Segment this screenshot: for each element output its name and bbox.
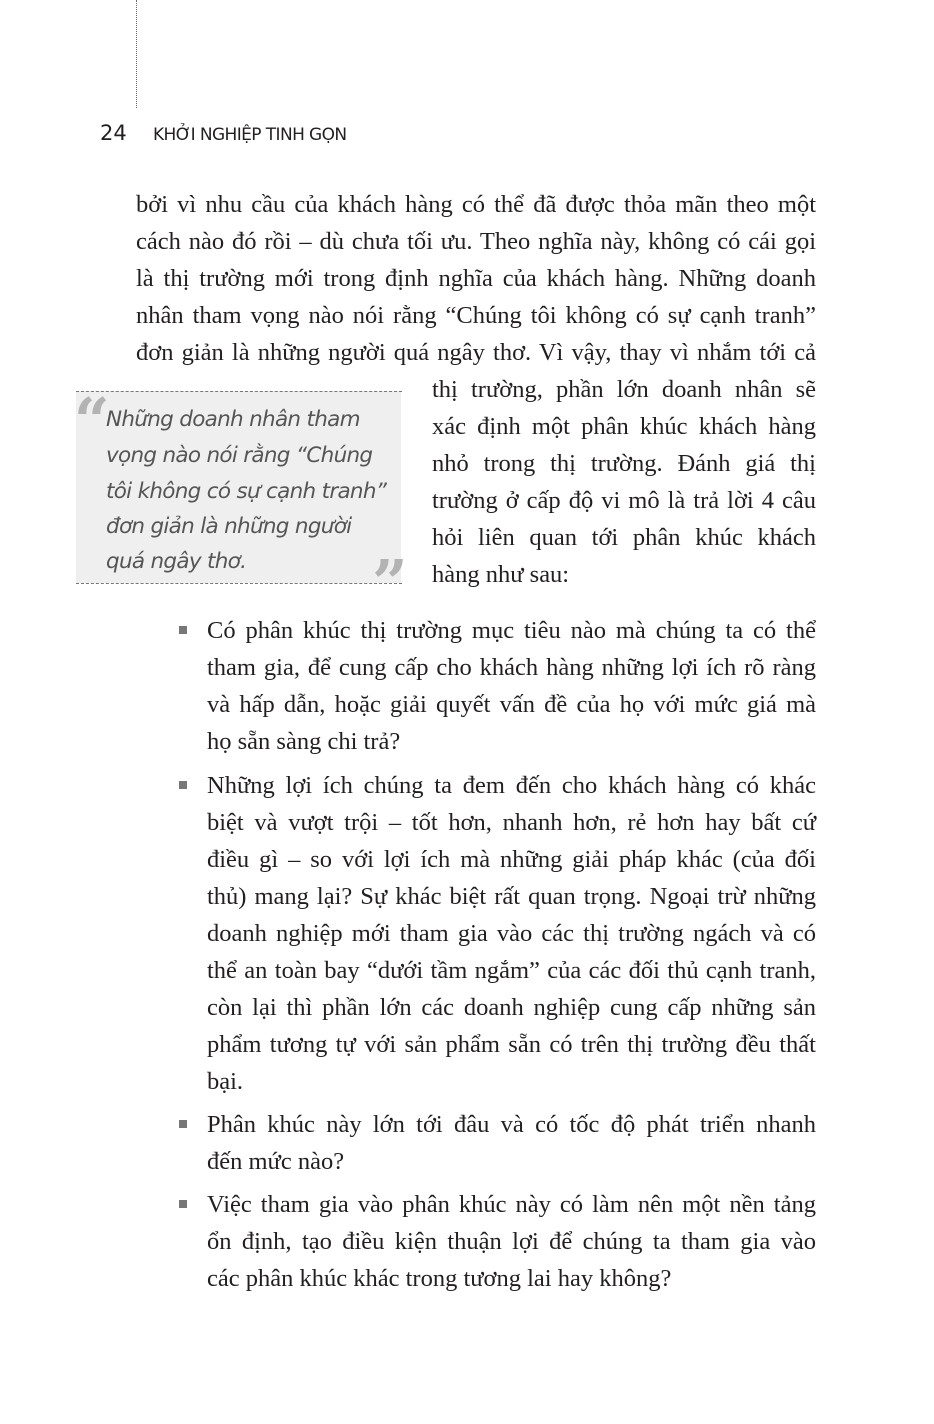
bullet-square-icon bbox=[179, 781, 187, 789]
body-line: hỏi liên quan tới phân khúc khách bbox=[432, 524, 816, 551]
bullet-line: Việc tham gia vào phân khúc này có làm nên một nền tảng bbox=[207, 1191, 816, 1218]
running-title: KHỞI NGHIỆP TINH GỌN bbox=[153, 125, 347, 145]
pull-quote-line: tôi không có sự cạnh tranh” bbox=[106, 479, 387, 504]
body-line: hàng như sau: bbox=[432, 561, 570, 588]
body-line: nhân tham vọng nào nói rằng “Chúng tôi không có sự cạnh tranh” bbox=[136, 302, 816, 329]
bullet-line: đến mức nào? bbox=[207, 1148, 345, 1175]
body-line: thị trường, phần lớn doanh nhân sẽ bbox=[432, 376, 816, 403]
body-line: bởi vì nhu cầu của khách hàng có thể đã được thỏa mãn theo một bbox=[136, 191, 816, 218]
bullet-square-icon bbox=[179, 1120, 187, 1128]
bullet-line: các phân khúc khác trong tương lai hay không? bbox=[207, 1265, 672, 1292]
bullet-line: điều gì – so với lợi ích mà những giải pháp khác (của đối bbox=[207, 846, 816, 873]
page-number: 24 bbox=[100, 121, 127, 145]
close-quote-icon: ” bbox=[372, 546, 408, 619]
bullet-square-icon bbox=[179, 1200, 187, 1208]
pull-quote-line: Những doanh nhân tham bbox=[106, 407, 360, 432]
body-line: nhỏ trong thị trường. Đánh giá thị bbox=[432, 450, 816, 477]
open-quote-icon: “ bbox=[74, 384, 110, 457]
bullet-line: phẩm tương tự với sản phẩm sẵn có trên thị trường đều thất bbox=[207, 1031, 816, 1058]
body-line: đơn giản là những người quá ngây thơ. Vì vậy, thay vì nhắm tới cả bbox=[136, 339, 816, 366]
bullet-line: bại. bbox=[207, 1068, 244, 1095]
pull-quote-top-rule bbox=[76, 391, 402, 392]
bullet-line: Phân khúc này lớn tới đâu và có tốc độ phát triển nhanh bbox=[207, 1111, 816, 1138]
body-line: là thị trường mới trong định nghĩa của khách hàng. Những doanh bbox=[136, 265, 816, 292]
bullet-line: Những lợi ích chúng ta đem đến cho khách hàng có khác bbox=[207, 772, 816, 799]
pull-quote-bottom-rule bbox=[76, 583, 402, 584]
bullet-line: còn lại thì phần lớn các doanh nghiệp cung cấp những sản bbox=[207, 994, 816, 1021]
bullet-square-icon bbox=[179, 626, 187, 634]
bullet-line: doanh nghiệp mới tham gia vào các thị trường ngách và có bbox=[207, 920, 816, 947]
bullet-line: thể an toàn bay “dưới tầm ngắm” của các đối thủ cạnh tranh, bbox=[207, 957, 816, 984]
pull-quote-line: vọng nào nói rằng “Chúng bbox=[106, 443, 373, 468]
bullet-line: thủ) mang lại? Sự khác biệt rất quan trọng. Ngoại trừ những bbox=[207, 883, 816, 910]
pull-quote-line: đơn giản là những người bbox=[106, 514, 352, 539]
body-line: cách nào đó rồi – dù chưa tối ưu. Theo nghĩa này, không có cái gọi bbox=[136, 228, 816, 255]
bullet-line: Có phân khúc thị trường mục tiêu nào mà chúng ta có thể bbox=[207, 617, 816, 644]
bullet-line: họ sẵn sàng chi trả? bbox=[207, 728, 401, 755]
margin-dotted-rule bbox=[136, 0, 137, 108]
body-line: trường ở cấp độ vi mô là trả lời 4 câu bbox=[432, 487, 816, 514]
bullet-line: tham gia, để cung cấp cho khách hàng những lợi ích rõ ràng bbox=[207, 654, 816, 681]
body-line: xác định một phân khúc khách hàng bbox=[432, 413, 816, 440]
bullet-line: biệt và vượt trội – tốt hơn, nhanh hơn, rẻ hơn hay bất cứ bbox=[207, 809, 816, 836]
bullet-line: và hấp dẫn, hoặc giải quyết vấn đề của họ với mức giá mà bbox=[207, 691, 816, 718]
bullet-line: ổn định, tạo điều kiện thuận lợi để chúng ta tham gia vào bbox=[207, 1228, 816, 1255]
pull-quote-line: quá ngây thơ. bbox=[106, 549, 247, 574]
